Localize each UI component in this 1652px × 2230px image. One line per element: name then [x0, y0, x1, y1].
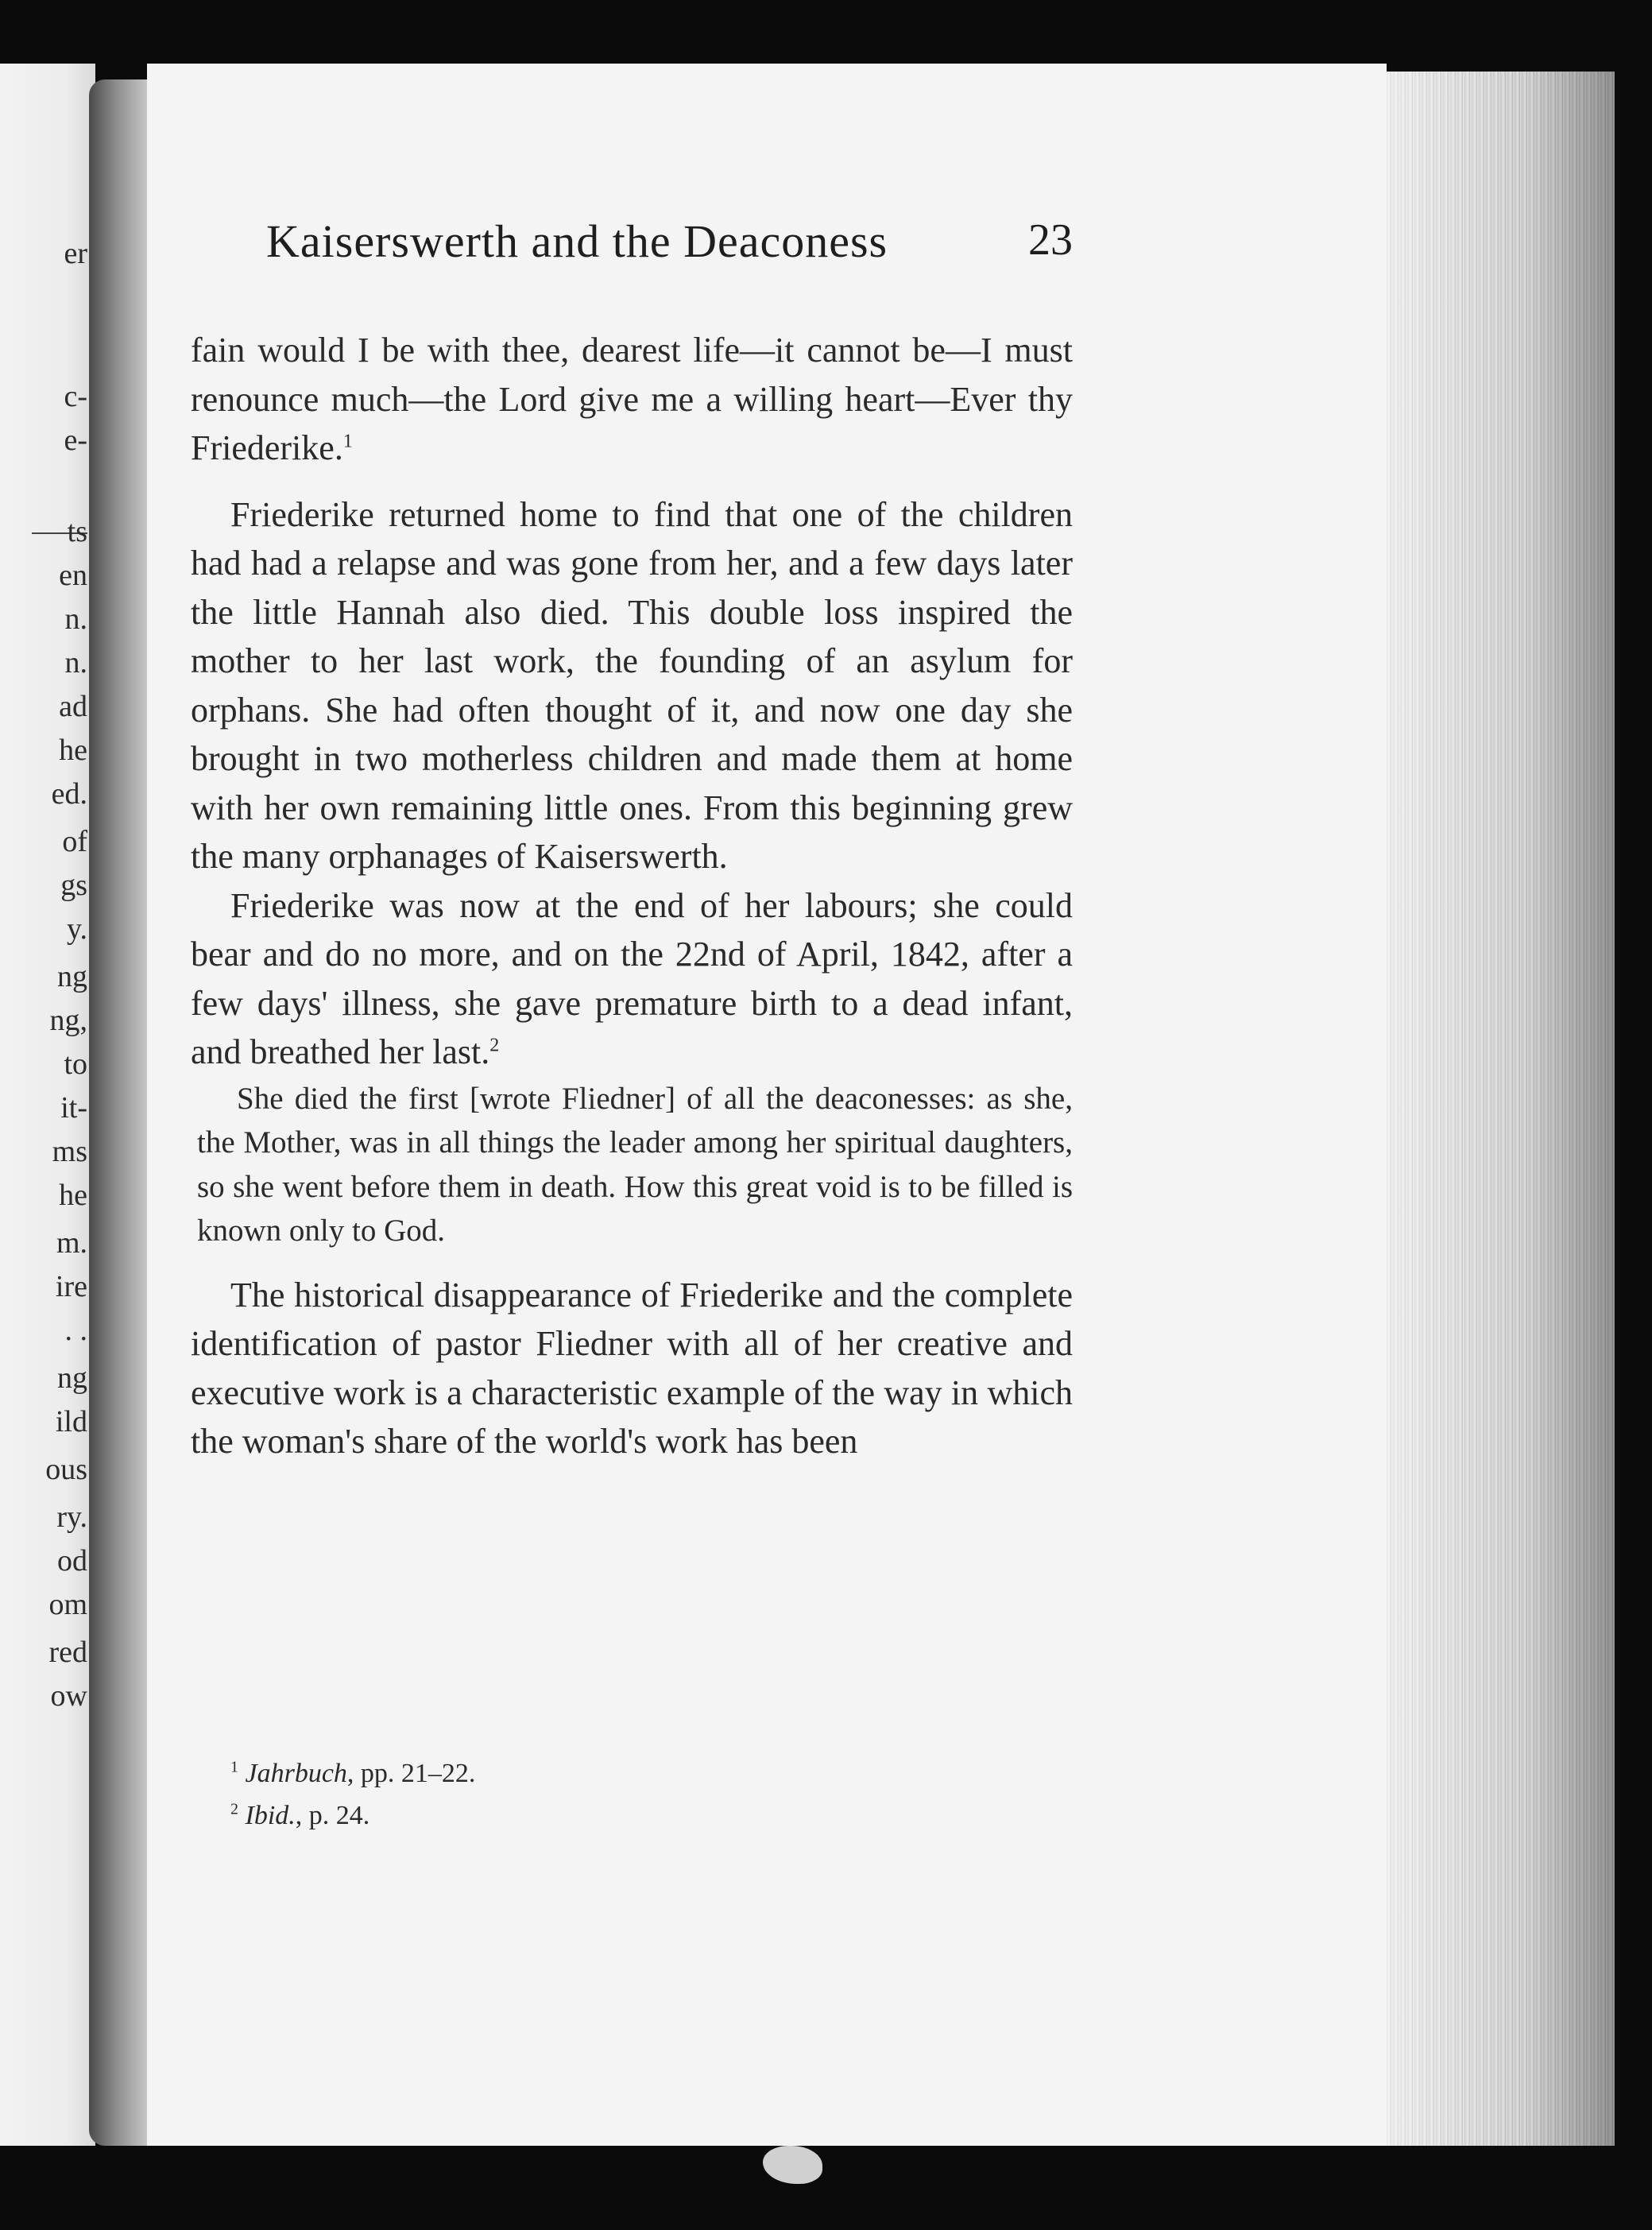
footnote-2-mark: 2 — [230, 1800, 238, 1818]
left-page-fragment: ng — [57, 960, 87, 993]
scan-blot — [763, 2146, 822, 2184]
left-page-fragment: e- — [64, 424, 87, 457]
paragraph-2 — [191, 881, 1073, 1077]
left-page-fragment: od — [57, 1544, 87, 1578]
page-header — [266, 215, 1073, 278]
footnotes — [230, 1752, 946, 1837]
footnote-1 — [230, 1752, 946, 1794]
left-page-fragment: ous — [45, 1453, 87, 1486]
left-page-fragment: ild — [55, 1405, 87, 1438]
left-page-fragment: n. — [64, 602, 87, 636]
letter-excerpt — [191, 326, 1073, 473]
page-number: 23 — [1028, 215, 1073, 265]
letter-text: fain would I be with thee, dearest life—it cannot be—I must renounce much—the Lord give me a willing heart—Ever thy Friederike. — [191, 331, 1073, 467]
paragraph-1: Friederike returned home to find that one of the children had had a relapse and was gone from her, and a few days later the little Hannah also died. This double loss inspired the mother to her last work, the founding of an asylum for orphans. She had often thought of it, and now one day she brought in two motherless children and made them at home with her own remaining little ones. From this beginning grew the many orphanages of Kaiserswerth. — [191, 494, 1073, 876]
left-page-fragment: he — [59, 1179, 87, 1212]
left-facing-page — [0, 64, 95, 2146]
footnote-2-pages: , p. 24. — [295, 1801, 370, 1830]
left-page-fragment: red — [48, 1636, 87, 1669]
left-page-fragment: er — [64, 237, 87, 270]
footnote-2-source: Ibid. — [245, 1801, 296, 1830]
paragraph-2-text: Friederike was now at the end of her labours; she could bear and do no more, and on the 22nd of April, 1842, after a few days' illness, she gave premature birth to a dead infant, and breathed her last. — [191, 885, 1073, 1071]
left-page-fragment: ow — [50, 1679, 87, 1713]
left-page-fragment: . . — [64, 1314, 87, 1347]
left-page-fragment: gs — [60, 869, 87, 902]
paragraph-3: The historical disappearance of Friederike and the complete identification of pastor Fliedner with all of her creative and executive work is a characteristic example of the way in which the woman's share of the world's work has been — [191, 1275, 1073, 1461]
left-page-fragment: ed. — [51, 777, 87, 811]
left-page-fragment: y. — [66, 912, 87, 946]
body-text — [191, 326, 1073, 1466]
left-page-fragment: ire — [55, 1270, 87, 1303]
left-page-fragment: ad — [59, 690, 87, 723]
left-page-fragment: en — [59, 559, 87, 592]
left-page-fragment: to — [64, 1047, 87, 1081]
footnote-1-mark: 1 — [230, 1758, 238, 1776]
footnote-ref-1: 1 — [342, 431, 353, 452]
left-page-fragment: he — [59, 734, 87, 767]
footnote-2 — [230, 1794, 946, 1837]
book-gutter-shadow — [89, 79, 149, 2146]
left-page-fragment: ts — [67, 515, 87, 548]
footnote-1-source: Jahrbuch — [245, 1759, 347, 1788]
running-head: Kaiserswerth and the Deaconess — [266, 215, 888, 267]
left-page-fragment: ng — [57, 1361, 87, 1395]
left-page-fragment: n. — [64, 646, 87, 679]
left-page-fragment: it- — [60, 1091, 87, 1125]
left-page-fragment: ry. — [56, 1500, 87, 1534]
footnote-ref-2: 2 — [489, 1035, 500, 1056]
left-page-fragment: ng, — [49, 1004, 87, 1037]
left-page-fragment: of — [62, 825, 87, 858]
block-quote: She died the first [wrote Fliedner] of all the deaconesses: as she, the Mother, was in all things the leader among her spiritual daughters, so she went before them in death. How this great void is to be filled is known only to God. — [197, 1081, 1073, 1248]
left-page-fragment: m. — [56, 1226, 87, 1260]
left-page-fragment: c- — [64, 380, 87, 413]
page-edges-shade — [1384, 72, 1615, 2146]
left-page-fragment: om — [48, 1588, 87, 1621]
footnote-1-pages: , pp. 21–22. — [346, 1759, 476, 1788]
left-page-fragment: ms — [52, 1135, 87, 1168]
